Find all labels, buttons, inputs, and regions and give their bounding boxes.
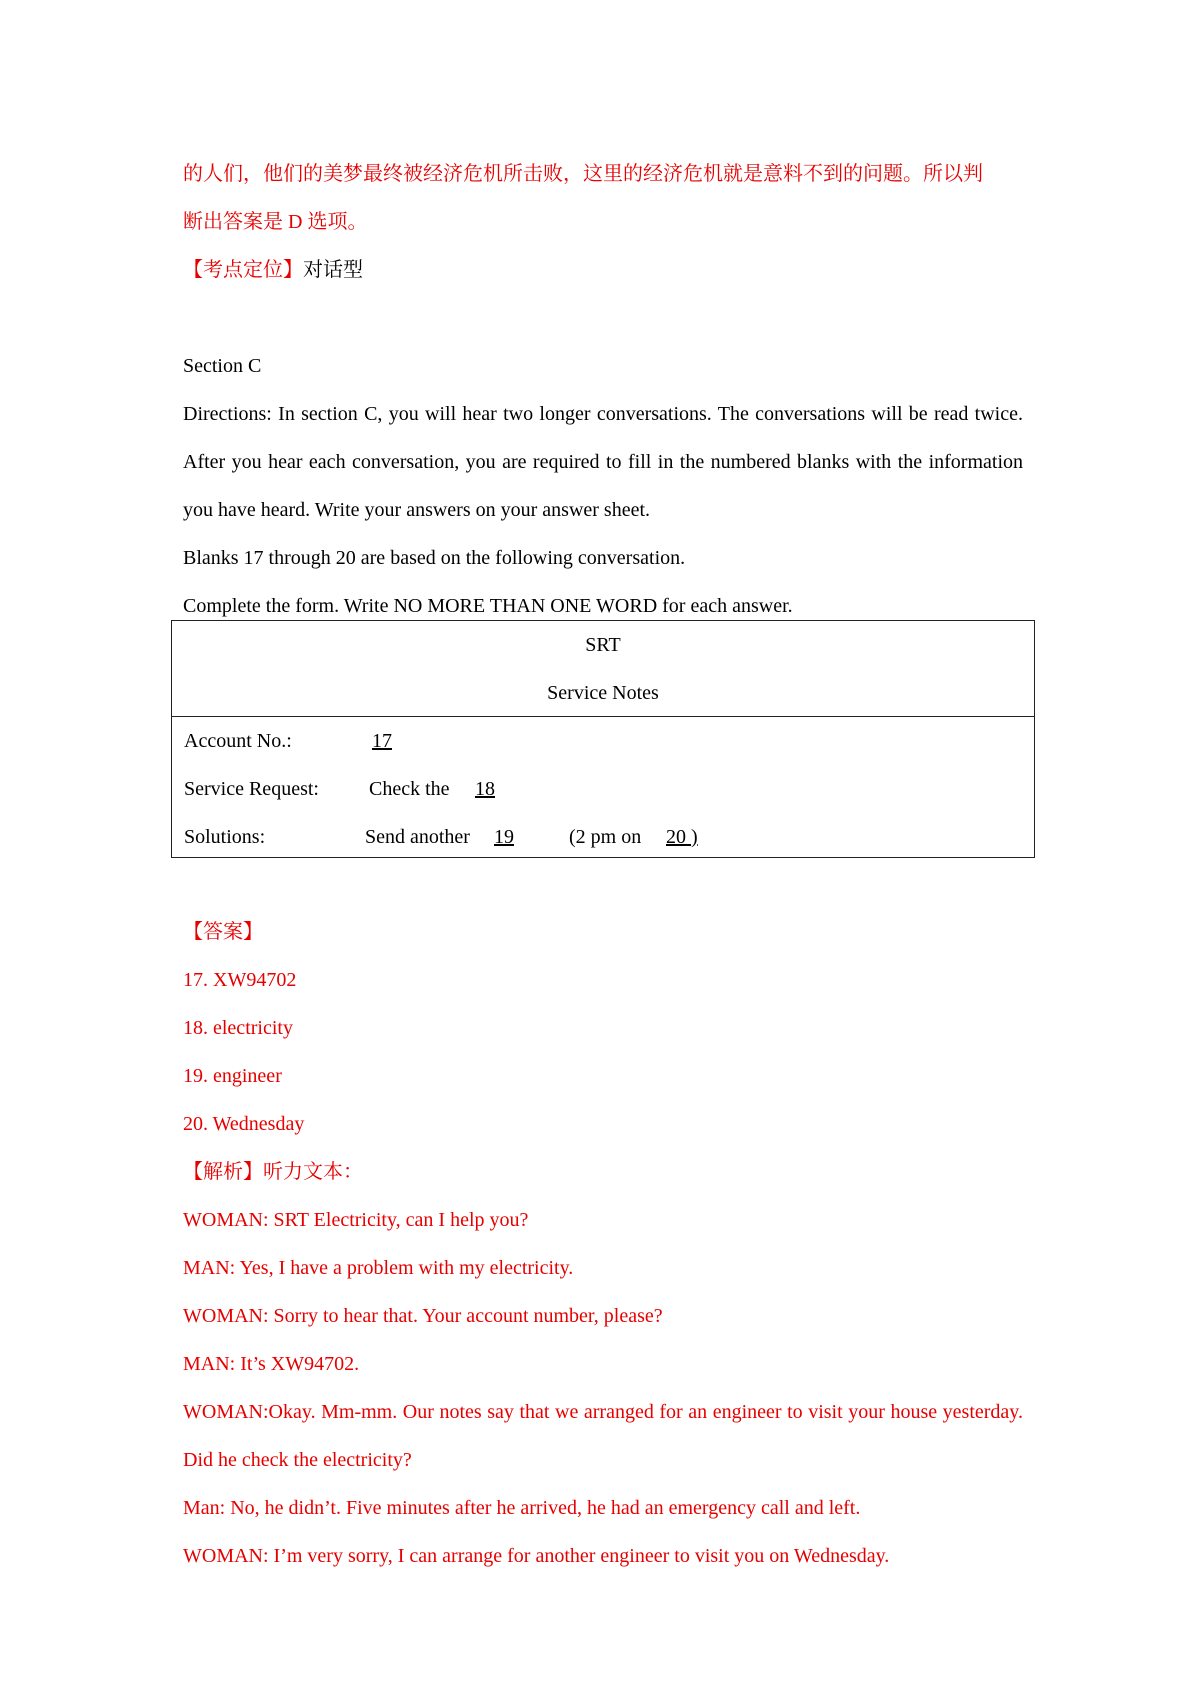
dialogue-line: MAN: Yes, I have a problem with my electricity. [183,1257,574,1279]
form-row-solutions [184,813,1034,861]
form-row-account [184,717,1034,765]
exam-point-tag: 【考点定位】 [183,259,303,281]
blank-18: 18 [475,778,495,800]
analysis-tag: 【解析】 [183,1161,263,1183]
explanation-line-1: 的人们，他们的美梦最终被经济危机所击败，这里的经济危机就是意料不到的问题。所以判 [183,163,983,185]
exam-point-value: 对话型 [303,259,363,281]
service-notes-form [171,620,1035,858]
form-instruction: Complete the form. Write NO MORE THAN ONE WORD for each answer. [183,595,793,617]
blank-17: 17 [372,730,392,752]
answer-item: 18. electricity [183,1017,293,1039]
answer-section [183,908,1023,1580]
blanks-note: Blanks 17 through 20 are based on the following conversation. [183,547,686,569]
form-header-title: SRT [585,634,621,656]
answer-title: 【答案】 [183,921,263,943]
solutions-text: Send another [365,826,470,848]
dialogue-line: WOMAN:Okay. Mm-mm. Our notes say that we arranged for an engineer to visit your house yesterday. Did he check the electricity? [183,1401,1023,1471]
exam-point [183,246,1023,294]
dialogue-line: WOMAN: SRT Electricity, can I help you? [183,1209,529,1231]
request-label: Service Request: [184,778,319,800]
solutions-mid: (2 pm on [569,826,642,848]
dialogue-line: WOMAN: I’m very sorry, I can arrange for another engineer to visit you on Wednesday. [183,1545,890,1567]
blank-19: 19 [494,826,514,848]
explanation-line-2: 断出答案是 D 选项。 [183,211,368,233]
account-label: Account No.: [184,730,292,752]
document-page [183,150,1023,630]
analysis-label: 听力文本： [263,1161,363,1183]
answer-item: 17. XW94702 [183,969,297,991]
answer-item: 20. Wednesday [183,1113,305,1135]
form-header [172,621,1034,717]
directions: Directions: In section C, you will hear two longer conversations. The conversations will be read twice. After you hear each conversation, you are required to fill in the numbered blanks with the information you have heard. Write your answers on your answer sheet. [183,403,1023,521]
solutions-label: Solutions: [184,826,266,848]
dialogue-line: MAN: It’s XW94702. [183,1353,360,1375]
dialogue-line: Man: No, he didn’t. Five minutes after he arrived, he had an emergency call and left. [183,1497,861,1519]
form-header-subtitle: Service Notes [547,682,659,704]
request-text: Check the [369,778,450,800]
answer-item: 19. engineer [183,1065,282,1087]
blank-20: 20 ) [666,826,698,848]
section-title: Section C [183,355,262,377]
form-row-request [184,765,1034,813]
form-body [172,717,1034,861]
dialogue-line: WOMAN: Sorry to hear that. Your account number, please? [183,1305,663,1327]
analysis-heading [183,1148,1023,1196]
